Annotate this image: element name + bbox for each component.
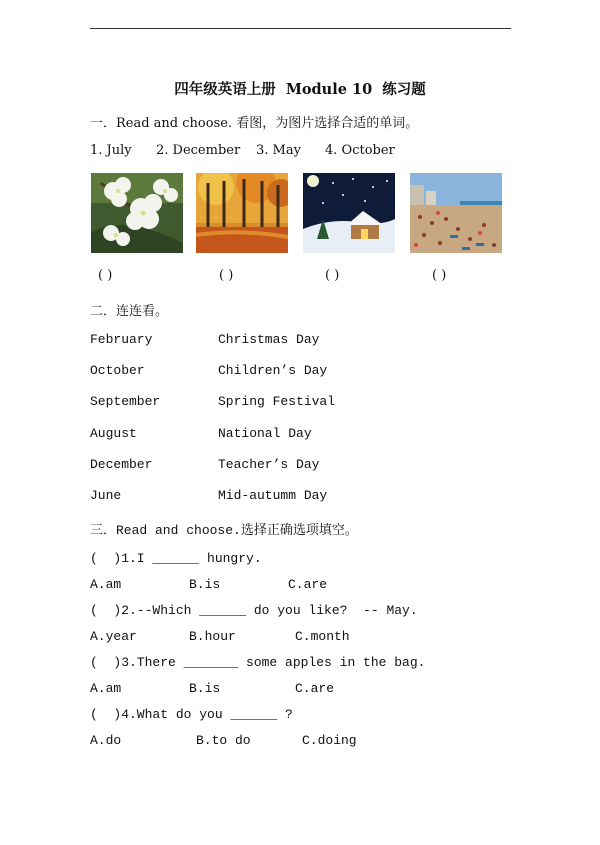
question-stem-3[interactable]: ( )3.There _______ some apples in the bag. xyxy=(90,655,426,670)
top-rule xyxy=(90,28,511,29)
answer-blank-1[interactable]: ( ) xyxy=(98,268,113,283)
holiday-item[interactable]: Teacher’s Day xyxy=(218,457,320,472)
option-2: 2. December xyxy=(156,143,241,158)
page-title: 四年级英语上册 Module 10 练习题 xyxy=(174,81,426,98)
choice-a[interactable]: A.am xyxy=(90,577,122,592)
option-1: 1. July xyxy=(90,143,132,158)
snowy-night-house-picture xyxy=(303,173,395,253)
crowded-beach-picture xyxy=(410,173,502,253)
white-blossom-picture xyxy=(91,173,183,253)
section1-heading: 一．Read and choose. 看图，为图片选择合适的单词。 xyxy=(90,116,419,131)
question-stem-2[interactable]: ( )2.--Which ______ do you like? -- May. xyxy=(90,603,418,618)
month-item[interactable]: February xyxy=(90,332,153,347)
choice-a[interactable]: A.am xyxy=(90,681,122,696)
month-item[interactable]: August xyxy=(90,426,137,441)
month-item[interactable]: October xyxy=(90,363,145,378)
answer-blank-3[interactable]: ( ) xyxy=(325,268,340,283)
holiday-item[interactable]: Christmas Day xyxy=(218,332,320,347)
section2-heading: 二．连连看。 xyxy=(90,304,169,319)
month-item[interactable]: December xyxy=(90,457,153,472)
answer-blank-2[interactable]: ( ) xyxy=(219,268,234,283)
choice-b[interactable]: B.is xyxy=(189,577,221,592)
answer-blank-4[interactable]: ( ) xyxy=(432,268,447,283)
choice-c[interactable]: C.are xyxy=(295,681,335,696)
holiday-item[interactable]: National Day xyxy=(218,426,312,441)
holiday-item[interactable]: Spring Festival xyxy=(218,394,336,409)
question-stem-1[interactable]: ( )1.I ______ hungry. xyxy=(90,551,262,566)
choice-c[interactable]: C.month xyxy=(295,629,350,644)
holiday-item[interactable]: Children’s Day xyxy=(218,363,328,378)
choice-c[interactable]: C.doing xyxy=(302,733,357,748)
choice-c[interactable]: C.are xyxy=(288,577,328,592)
option-4: 4. October xyxy=(325,143,395,158)
choice-b[interactable]: B.to do xyxy=(196,733,251,748)
choice-a[interactable]: A.do xyxy=(90,733,122,748)
autumn-forest-picture xyxy=(196,173,288,253)
section3-heading: 三．Read and choose.选择正确选项填空。 xyxy=(90,523,358,538)
choice-b[interactable]: B.hour xyxy=(189,629,236,644)
question-stem-4[interactable]: ( )4.What do you ______ ? xyxy=(90,707,293,722)
month-item[interactable]: June xyxy=(90,488,122,503)
holiday-item[interactable]: Mid-autumm Day xyxy=(218,488,328,503)
option-3: 3. May xyxy=(256,143,301,158)
month-item[interactable]: September xyxy=(90,394,161,409)
choice-b[interactable]: B.is xyxy=(189,681,221,696)
choice-a[interactable]: A.year xyxy=(90,629,137,644)
